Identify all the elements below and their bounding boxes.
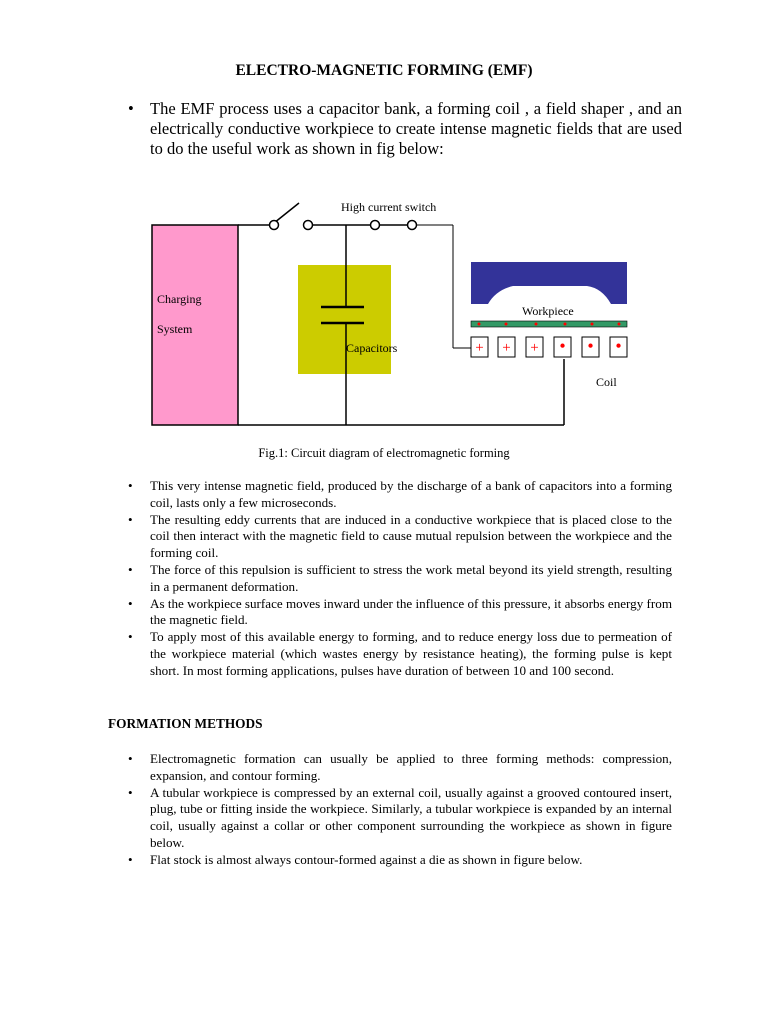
coil-symbol: + <box>502 340 511 356</box>
emf-circuit-diagram <box>140 190 640 440</box>
methods-list <box>122 751 672 869</box>
forming-die <box>471 262 627 304</box>
list-item: • The force of this repulsion is sufficient to stress the work metal beyond its yield strength, resulting in a permanent deformation. <box>122 562 672 596</box>
section-heading: FORMATION METHODS <box>108 716 263 731</box>
switch-contact <box>371 221 380 230</box>
page-title: ELECTRO-MAGNETIC FORMING (EMF) <box>235 62 533 79</box>
capacitor-block <box>298 265 391 374</box>
coil-symbol: + <box>475 340 484 356</box>
coil-symbol: • <box>587 336 594 356</box>
intro-list <box>122 99 682 159</box>
coil-symbol: + <box>530 340 539 356</box>
list-item: • A tubular workpiece is compressed by an external coil, usually against a grooved contoured insert, plug, tube or fitting inside the workpiece. Similarly, a tubular workpiece is expanded by an internal coil, usually against a collar or other component surrounding the workpiece as shown in figure below. <box>122 785 672 852</box>
intro-paragraph: • The EMF process uses a capacitor bank, a forming coil , a field shaper , and an electrically conductive workpiece to create intense magnetic fields that are used to do the useful work as shown in fig below: <box>122 99 682 159</box>
high-current-switch-label: High current switch <box>341 200 437 214</box>
capacitors-label: Capacitors <box>346 341 398 355</box>
list-item: • This very intense magnetic field, produced by the discharge of a bank of capacitors into a forming coil, lasts only a few microseconds. <box>122 478 672 512</box>
coil-lead-wire <box>417 225 471 348</box>
forming-coil <box>471 336 627 357</box>
coil-symbol: • <box>559 336 566 356</box>
list-item: • To apply most of this available energy to forming, and to reduce energy loss due to permeation of the workpiece material (which wastes energy by resistance heating), the forming pulse is kept short. In most forming applications, pulses have duration of between 10 and 100 second. <box>122 629 672 679</box>
charging-label-line2: System <box>157 322 193 336</box>
workpiece-label: Workpiece <box>522 304 574 318</box>
description-list <box>122 478 672 680</box>
switch-contact <box>270 221 279 230</box>
charging-label-line1: Charging <box>157 292 202 306</box>
coil-label: Coil <box>596 375 617 389</box>
switch-contact <box>304 221 313 230</box>
list-item: • Flat stock is almost always contour-formed against a die as shown in figure below. <box>122 852 672 869</box>
list-item: • The resulting eddy currents that are induced in a conductive workpiece that is placed close to the coil then interact with the magnetic field to cause mutual repulsion between the workpiece and the forming coil. <box>122 512 672 562</box>
list-item: • Electromagnetic formation can usually be applied to three forming methods: compression, expansion, and contour forming. <box>122 751 672 785</box>
switch-contact <box>408 221 417 230</box>
switch-blade <box>274 203 299 223</box>
workpiece-plate <box>471 321 627 327</box>
figure-caption: Fig.1: Circuit diagram of electromagnetic forming <box>258 446 510 460</box>
list-item: • As the workpiece surface moves inward under the influence of this pressure, it absorbs energy from the magnetic field. <box>122 596 672 630</box>
coil-symbol: • <box>615 336 622 356</box>
